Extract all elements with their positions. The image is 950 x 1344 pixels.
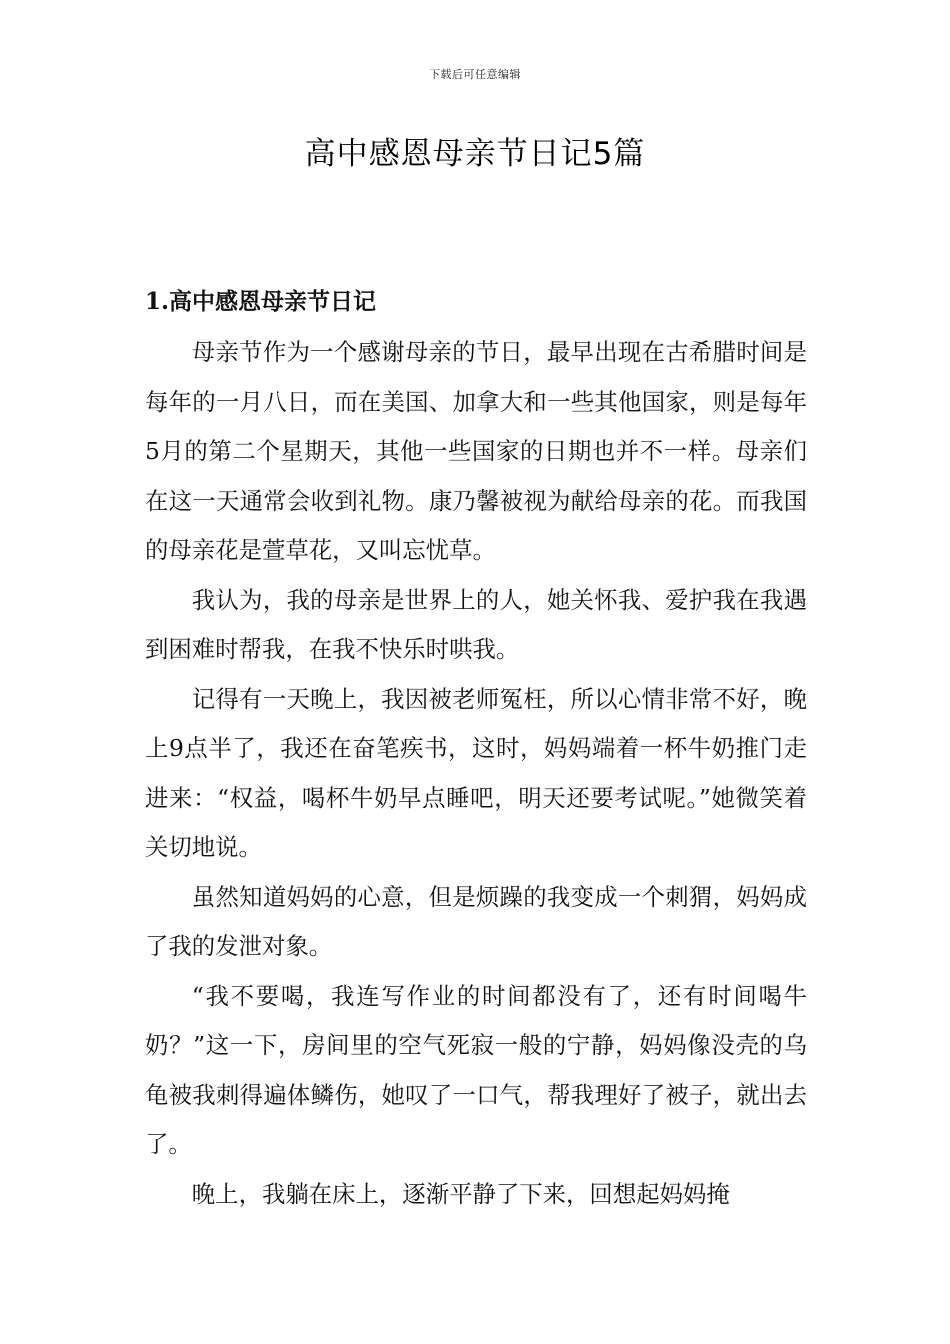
section-heading: 1.高中感恩母亲节日记: [145, 288, 377, 315]
paragraph: 我认为，我的母亲是世界上的人，她关怀我、爱护我在我遇到困难时帮我，在我不快乐时哄我。: [145, 585, 807, 663]
paragraph: 母亲节作为一个感谢母亲的节日，最早出现在古希腊时间是每年的一月八日，而在美国、加拿大和一些其他国家，则是每年5月的第二个星期天，其他一些国家的日期也并不一样。母亲们在这一天通常会收到礼物。康乃馨被视为献给母亲的花。而我国的母亲花是萱草花，又叫忘忧草。: [145, 338, 807, 564]
document-title: 高中感恩母亲节日记5篇: [304, 136, 646, 172]
paragraph: 记得有一天晚上，我因被老师冤枉，所以心情非常不好，晚上9点半了，我还在奋笔疾书，这时，妈妈端着一杯牛奶推门走进来：“权益，喝杯牛奶早点睡吧，明天还要考试呢。”她微笑着关切地说。: [145, 684, 807, 861]
document-body: [145, 328, 807, 1219]
header-note: 下载后可任意编辑: [429, 68, 521, 81]
paragraph: “我不要喝，我连写作业的时间都没有了，还有时间喝牛奶？”这一下，房间里的空气死寂一般的宁静，妈妈像没壳的乌龟被我刺得遍体鳞伤，她叹了一口气，帮我理好了被子，就出去了。: [145, 981, 807, 1158]
paragraph: 晚上，我躺在床上，逐渐平静了下来，回想起妈妈掩: [191, 1179, 730, 1208]
paragraph: 虽然知道妈妈的心意，但是烦躁的我变成一个刺猬，妈妈成了我的发泄对象。: [145, 882, 807, 960]
